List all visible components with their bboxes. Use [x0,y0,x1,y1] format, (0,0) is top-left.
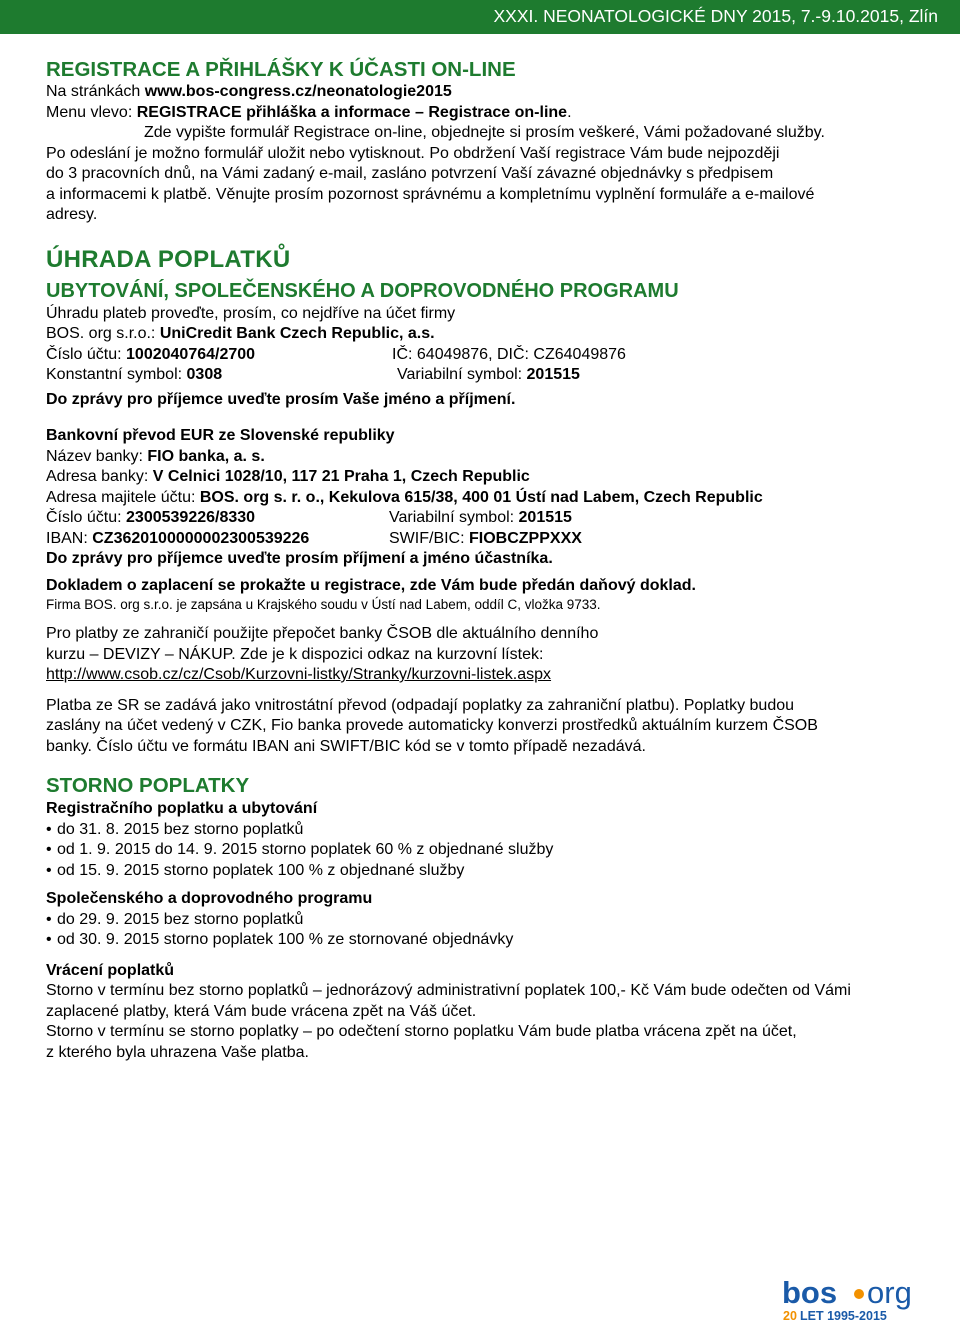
vraceni-heading [46,961,931,982]
uhrada-symbols-row [46,365,931,386]
eur-bank-value: FIO banka, a. s. [147,447,265,465]
doklad-line-1 [46,576,931,597]
uhrada-ks-label: Konstantní symbol: [46,366,187,383]
storno-reg-item: • do 31. 8. 2015 bez storno poplatků [46,820,931,841]
registrace-line-2-suffix: . [567,103,572,121]
uhrada-account [46,346,255,363]
storno-reg-item: • od 15. 9. 2015 storno poplatek 100 % z objednané služby [46,861,931,882]
registrace-line-6: a informacemi k platbě. Věnujte prosím pozornost správnému a kompletnímu vyplnění formuláře a e-mailové [46,185,815,203]
eur-owner-value: BOS. org s. r. o., Kekulova 615/38, 400 01 Ústí nad Labem, Czech Republic [199,488,763,506]
uhrada-line-2 [46,324,931,345]
registrace-heading: REGISTRACE A PŘIHLÁŠKY K ÚČASTI ON-LINE [46,58,516,81]
storno-reg-heading-text: Registračního poplatku a ubytování [46,800,318,817]
uhrada-vs-label: Variabilní symbol: [397,366,527,383]
uhrada-account-row [46,345,931,366]
eur-iban-row [46,529,931,550]
eur-swift-value: FIOBCZPPXXX [469,529,582,547]
document-body [46,57,931,1063]
logo-dot [854,1289,864,1299]
eur-address [46,467,931,488]
registrace-line-2-prefix: Menu vlevo: [46,103,137,121]
uhrada-bank: UniCredit Bank Czech Republic, a.s. [159,325,435,342]
uhrada-ic: IČ: 64049876, DIČ: CZ64049876 [392,345,626,363]
doklad-line-2: Firma BOS. org s.r.o. je zapsána u Krajského soudu v Ústí nad Labem, oddíl C, vložka 9733. [46,597,601,612]
uhrada-account-label: Číslo účtu: [46,345,127,363]
uhrada-note [46,390,931,411]
eur-vs-value: 201515 [518,509,572,526]
eur-note [46,549,931,570]
storno-heading: STORNO POPLATKY [46,774,250,797]
uhrada-line-1: Úhradu plateb proveďte, prosím, co nejdříve na účet firmy [46,304,456,322]
registrace-line-7: adresy. [46,206,98,223]
eur-heading [46,426,931,447]
uhrada-vs [397,365,580,386]
vraceni-line: zaplacené platby, která Vám bude vrácena zpět na Váš účet. [46,1002,477,1020]
bos-org-logo [780,1275,944,1323]
vraceni-line: Storno v termínu bez storno poplatků – jednorázový administrativní poplatek 100,- Kč Vám bude odečten od Vámi [46,982,851,999]
uhrada-firm: BOS. org s.r.o.: [46,325,160,342]
registrace-menu-path: REGISTRACE přihláška a informace – Registrace on-line [136,103,568,121]
uhrada-note-text: Do zprávy pro příjemce uveďte prosím Vaše jméno a příjmení. [46,390,516,408]
registrace-url: www.bos-congress.cz/neonatologie2015 [144,83,452,100]
storno-reg-item: • od 1. 9. 2015 do 14. 9. 2015 storno poplatek 60 % z objednané služby [46,840,931,861]
sr-line-2: zaslány na účet vedený v CZK, Fio banka provede automaticky konverzi prostředků aktuálním kurzem ČSOB [46,717,818,734]
eur-swift [389,529,582,550]
logo-tagline: LET 1995-2015 [800,1309,887,1323]
zahranici-link-line [46,665,931,686]
zahranici-line-1: Pro platby ze zahraničí použijte přepočet banky ČSOB dle aktuálního denního [46,625,599,642]
uhrada-heading: ÚHRADA POPLATKŮ [46,245,291,273]
vraceni-line: Storno v termínu se storno poplatky – po odečtení storno poplatku Vám bude platba vrácena zpět na účet, [46,1023,797,1040]
sr-line-3: banky. Číslo účtu ve formátu IBAN ani SWIFT/BIC kód se v tomto případě nezadává. [46,737,646,755]
uhrada-account-value: 1002040764/2700 [126,345,256,363]
eur-bank-label: Název banky: [46,447,148,465]
eur-account-row [46,508,931,529]
eur-owner [46,488,931,509]
eur-owner-label: Adresa majitele účtu: [46,488,200,506]
eur-vs-label: Variabilní symbol: [389,509,519,526]
uhrada-ks [46,366,222,383]
sr-line-1: Platba ze SR se zadává jako vnitrostátní převod (odpadají poplatky za zahraniční platbu). Poplatky budou [46,696,795,714]
eur-swift-label: SWIF/BIC: [389,529,469,547]
registrace-line-1-prefix: Na stránkách [46,83,145,100]
uhrada-vs-value: 201515 [526,366,580,383]
kurzovni-listek-link[interactable]: http://www.csob.cz/cz/Csob/Kurzovni-listky/Stranky/kurzovni-listek.aspx [46,666,552,683]
eur-note-text: Do zprávy pro příjemce uveďte prosím příjmení a jméno účastníka. [46,550,553,567]
eur-account-value: 2300539226/8330 [126,509,256,526]
eur-iban-label: IBAN: [46,529,93,547]
logo-org-text: org [867,1275,912,1310]
storno-spol-heading [46,889,931,910]
registrace-line-2 [46,103,931,124]
eur-account-label: Číslo účtu: [46,509,127,526]
registrace-line-4: Po odeslání je možno formulář uložit nebo vytisknout. Po obdržení Vaší registrace Vám bude nejpozději [46,144,780,162]
zahranici-line-2: kurzu – DEVIZY – NÁKUP. Zde je k dispozici odkaz na kurzovní lístek: [46,645,544,663]
registrace-line-5: do 3 pracovních dnů, na Vámi zadaný e-mail, zasláno potvrzení Vaší závazné objednávky s předpisem [46,165,774,182]
storno-spol-item: • do 29. 9. 2015 bez storno poplatků [46,910,931,931]
storno-spol-heading-text: Společenského a doprovodného programu [46,890,373,907]
uhrada-ks-value: 0308 [186,366,223,383]
eur-address-label: Adresa banky: [46,468,153,485]
logo-bos-text: bos [782,1275,838,1310]
header-bar [0,0,960,34]
eur-iban [46,530,309,547]
logo-years-prefix: 20 [783,1309,797,1323]
eur-iban-value: CZ3620100000002300539226 [92,529,310,547]
vraceni-heading-text: Vrácení poplatků [46,961,175,979]
eur-bank [46,447,931,468]
vraceni-line: z kterého byla uhrazena Vaše platba. [46,1043,309,1061]
eur-vs [389,508,572,529]
storno-spol-item: • od 30. 9. 2015 storno poplatek 100 % ze stornované objednávky [46,930,931,951]
uhrada-subheading: UBYTOVÁNÍ, SPOLEČENSKÉHO A DOPROVODNÉHO PROGRAMU [46,279,679,302]
registrace-line-1 [46,82,931,103]
storno-reg-heading [46,799,931,820]
eur-address-value: V Celnici 1028/10, 117 21 Praha 1, Czech Republic [152,468,530,485]
eur-account [46,509,255,526]
eur-heading-text: Bankovní převod EUR ze Slovenské republiky [46,427,395,444]
header-title: XXXI. NEONATOLOGICKÉ DNY 2015, 7.-9.10.2015, Zlín [493,6,938,26]
registrace-line-3: Zde vypište formulář Registrace on-line, objednejte si prosím veškeré, Vámi požadované služby. [144,124,825,141]
doklad-line-1-text: Dokladem o zaplacení se prokažte u registrace, zde Vám bude předán daňový doklad. [46,576,696,594]
